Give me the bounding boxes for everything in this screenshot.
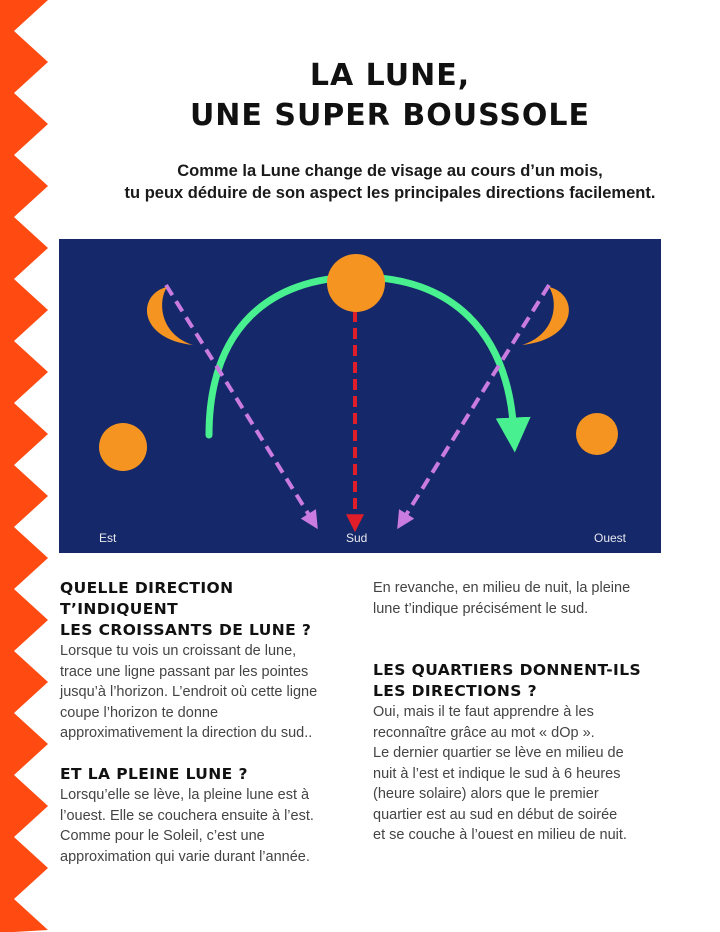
text-line: nuit à l’est et indique le sud à 6 heures xyxy=(373,765,621,782)
text-line: En revanche, en milieu de nuit, la pleine xyxy=(373,580,631,596)
text-line: (heure solaire) alors que le premier xyxy=(373,786,599,802)
title-line-1: LA LUNE, xyxy=(309,58,471,93)
intro-line-2: tu peux déduire de son aspect les principales directions facilement. xyxy=(124,184,656,202)
heading-quarters-line-2: LES DIRECTIONS ? xyxy=(373,682,537,700)
full-moon-east xyxy=(99,423,147,471)
text-line: Lorsque tu vois un croissant de lune, xyxy=(60,643,297,659)
intro-line-1: Comme la Lune change de visage au cours d’un mois, xyxy=(177,162,603,180)
moon-compass-illustration xyxy=(59,239,661,553)
full-moon-south xyxy=(327,254,385,312)
label-east: Est xyxy=(99,531,117,545)
section-midnight xyxy=(373,578,663,619)
text-line: l’ouest. Elle se couchera ensuite à l’est. xyxy=(60,807,314,824)
heading-quarters xyxy=(373,660,663,702)
heading-full-moon xyxy=(60,764,350,785)
text-line: et se couche à l’ouest en milieu de nuit. xyxy=(373,827,627,843)
full-moon-west xyxy=(576,413,618,455)
text-full-moon xyxy=(60,785,350,867)
text-line: Lorsqu’elle se lève, la pleine lune est à xyxy=(60,787,310,803)
heading-full-moon-line: ET LA PLEINE LUNE ? xyxy=(60,765,248,783)
section-quarters xyxy=(373,660,663,846)
text-line: Comme pour le Soleil, c’est une xyxy=(60,828,265,844)
text-crescents xyxy=(60,641,350,744)
page-title xyxy=(60,56,720,136)
title-line-2: UNE SUPER BOUSSOLE xyxy=(189,98,591,133)
heading-quarters-line-1: LES QUARTIERS DONNENT-ILS xyxy=(373,661,642,679)
text-line: approximativement la direction du sud.. xyxy=(60,725,313,741)
text-line: quartier est au sud en début de soirée xyxy=(373,806,618,823)
text-line: approximation qui varie durant l’année. xyxy=(60,848,310,865)
heading-crescents-line-1: QUELLE DIRECTION T’INDIQUENT xyxy=(60,579,234,618)
heading-crescents-line-2: LES CROISSANTS DE LUNE ? xyxy=(60,621,312,639)
text-line: Le dernier quartier se lève en milieu de xyxy=(373,745,624,761)
intro-text xyxy=(60,160,720,204)
text-line: Oui, mais il te faut apprendre à les xyxy=(373,704,594,720)
text-line: trace une ligne passant par les pointes xyxy=(60,663,309,680)
text-line: reconnaître grâce au mot « dOp ». xyxy=(373,724,595,741)
text-line: lune t’indique précisément le sud. xyxy=(373,600,589,617)
text-line: coupe l’horizon te donne xyxy=(60,704,219,721)
text-quarters xyxy=(373,702,663,846)
section-full-moon xyxy=(60,764,350,867)
zigzag-border xyxy=(0,0,52,932)
label-south: Sud xyxy=(346,531,368,545)
heading-crescents xyxy=(60,578,350,641)
text-midnight xyxy=(373,578,663,619)
text-line: jusqu’à l’horizon. L’endroit où cette ligne xyxy=(60,684,318,700)
label-west: Ouest xyxy=(594,531,627,545)
section-crescents xyxy=(60,578,350,744)
